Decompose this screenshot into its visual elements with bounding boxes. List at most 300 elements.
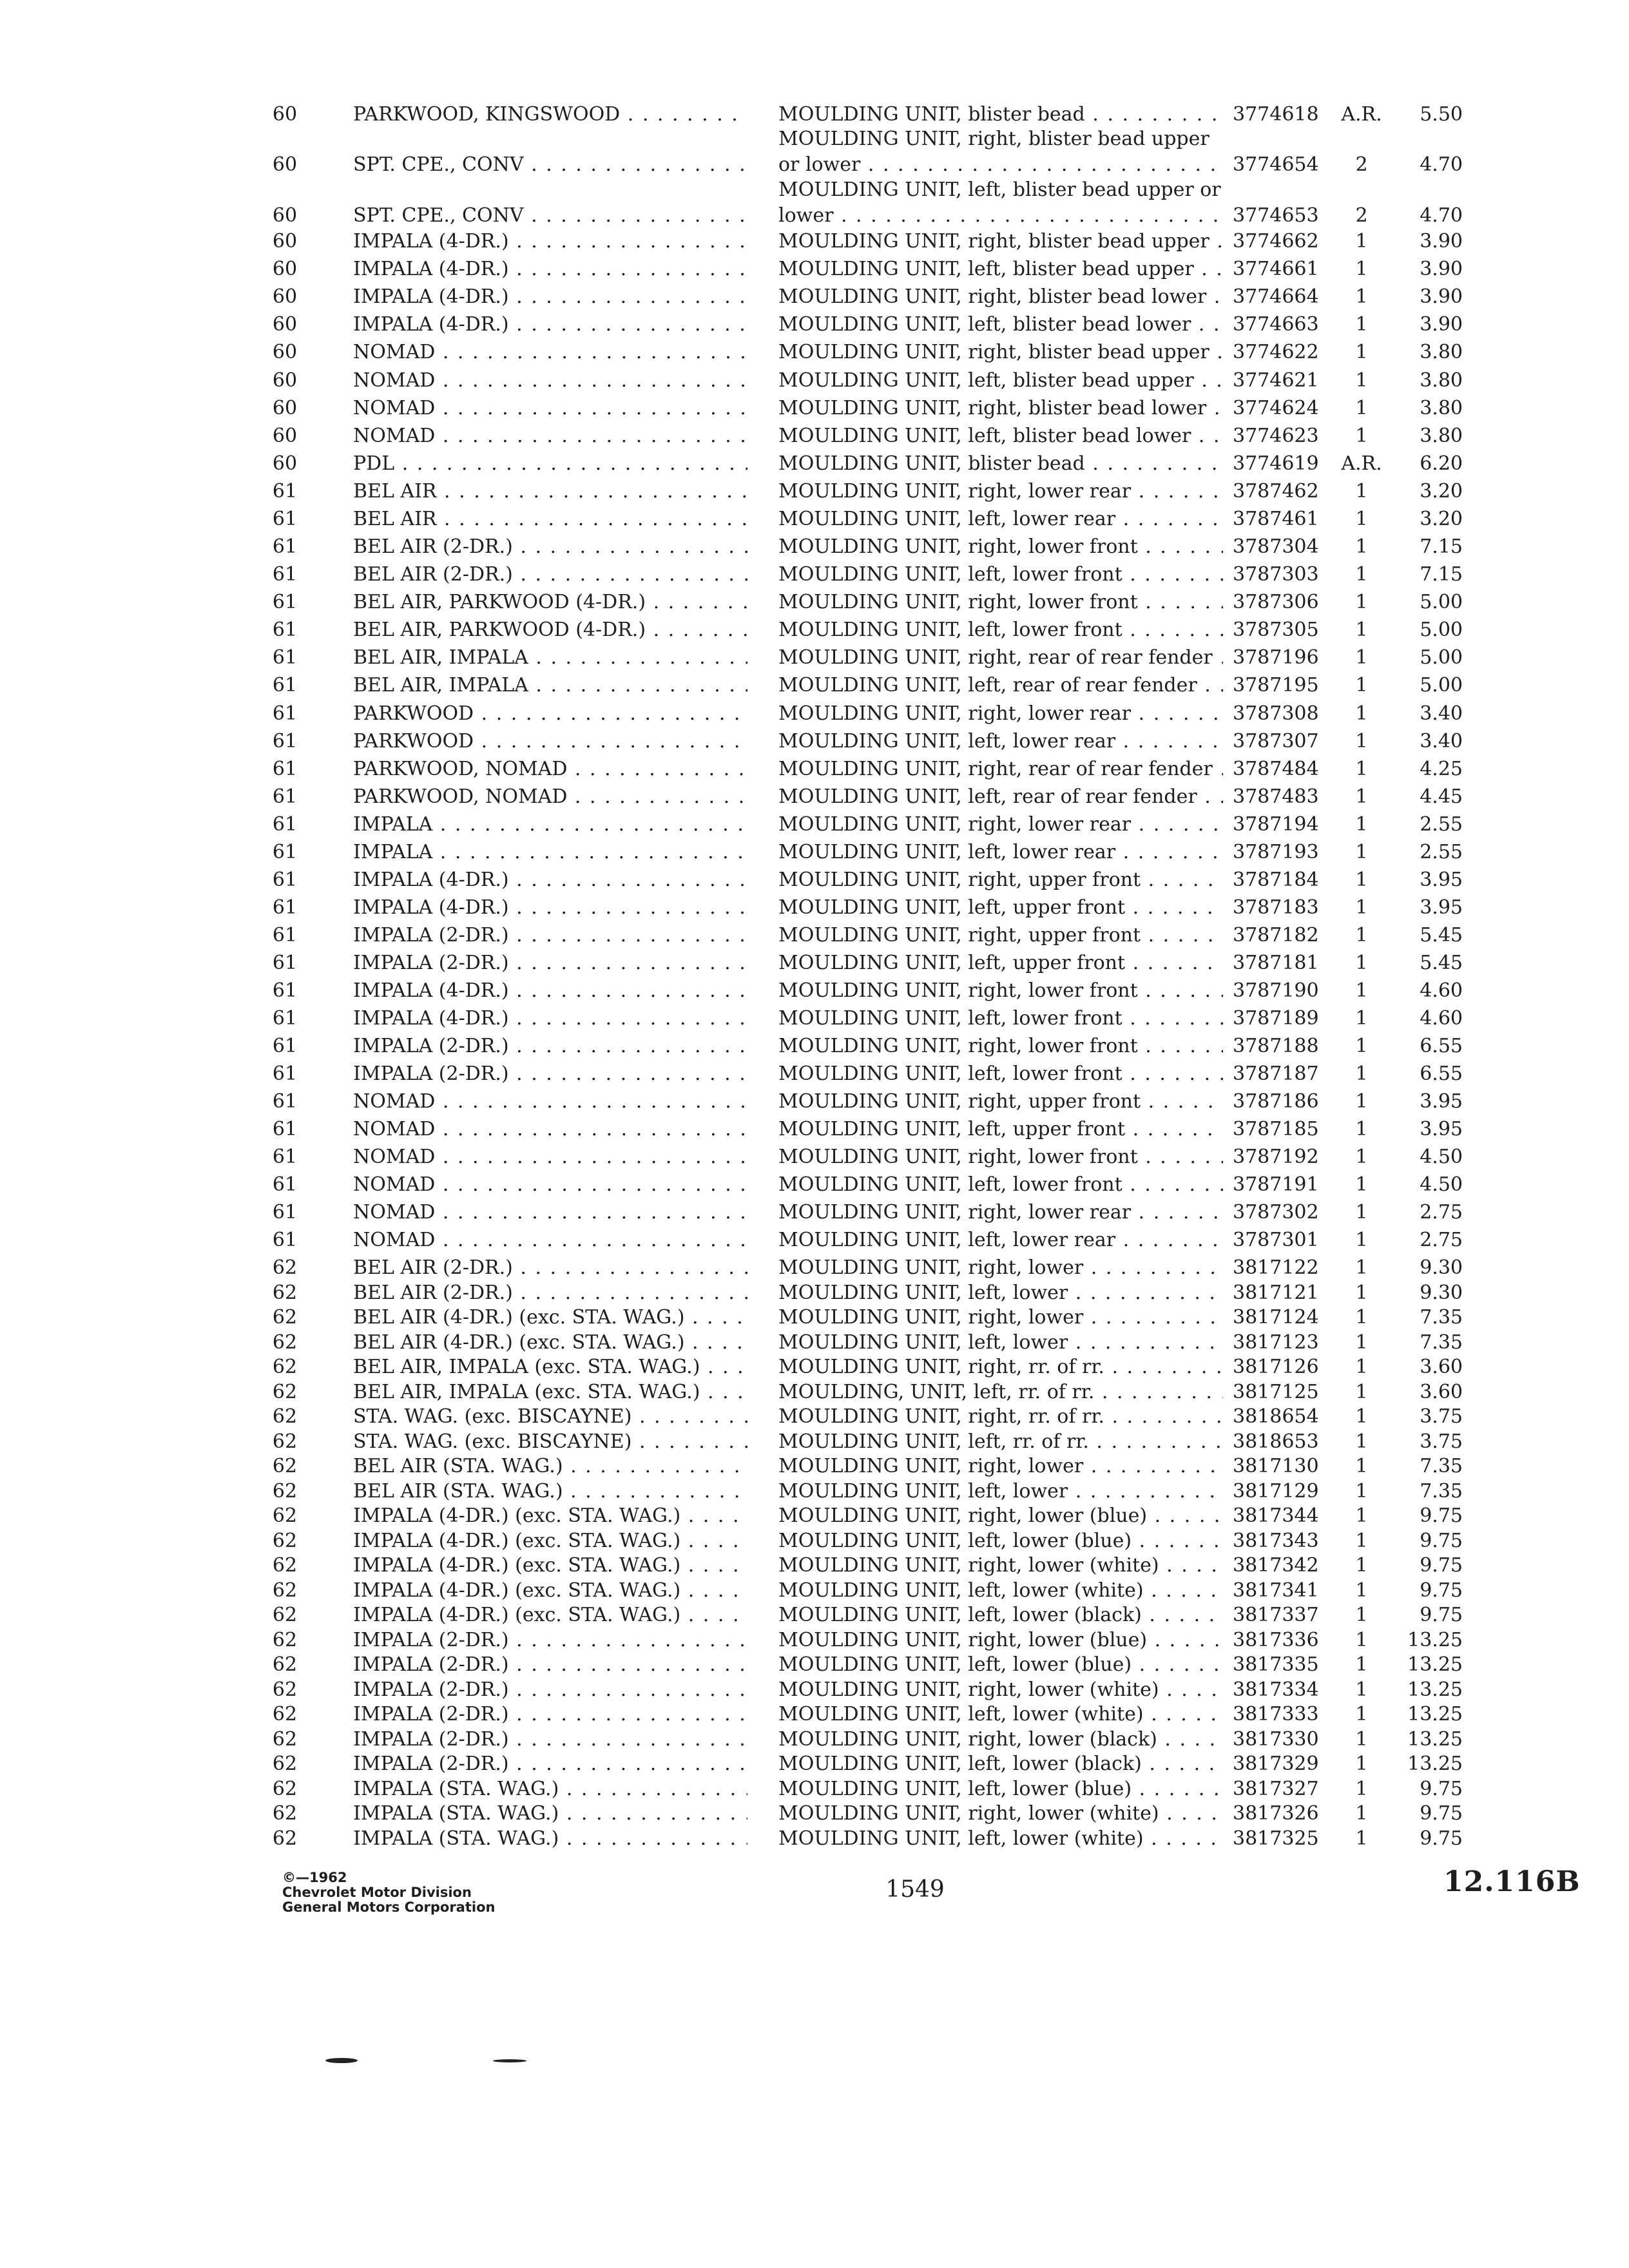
description-cell: MOULDING UNIT, right, lower front . . . <box>778 534 1223 560</box>
quantity-cell: 1 <box>1355 285 1368 308</box>
quantity-cell: 1 <box>1355 674 1368 697</box>
model-cell: IMPALA (4-DR.) . . . <box>353 978 747 1004</box>
quantity-cell: 1 <box>1355 646 1368 669</box>
quantity-cell: 1 <box>1355 563 1368 586</box>
part-number-cell: 3817122 <box>1233 1256 1319 1279</box>
section-code: 12.116B <box>1443 1865 1581 1898</box>
model-cell: IMPALA . . . <box>353 812 747 838</box>
model-cell: BEL AIR (2-DR.) . . . <box>353 1280 747 1306</box>
description-cell: MOULDING UNIT, left, lower (white) . . . <box>778 1702 1223 1727</box>
description-cell: MOULDING UNIT, left, lower (black) . . . <box>778 1602 1223 1628</box>
year-cell: 62 <box>272 1282 298 1304</box>
table-row <box>0 1578 1629 1604</box>
quantity-cell: 1 <box>1355 480 1368 503</box>
part-number-cell: 3817325 <box>1233 1827 1319 1850</box>
quantity-cell: 1 <box>1355 869 1368 891</box>
description-cell: MOULDING UNIT, right, lower rear . . . <box>778 701 1223 727</box>
year-cell: 61 <box>272 535 298 558</box>
year-cell: 62 <box>272 1405 298 1428</box>
part-number-cell: 3818653 <box>1233 1430 1319 1453</box>
price-cell: 7.35 <box>1420 1480 1463 1503</box>
quantity-cell: 1 <box>1355 341 1368 363</box>
model-cell: IMPALA (4-DR.) . . . <box>353 312 747 338</box>
model-cell: NOMAD . . . <box>353 396 747 421</box>
year-cell: 61 <box>272 1229 298 1251</box>
table-row <box>0 1702 1629 1727</box>
table-row <box>0 1751 1629 1777</box>
price-cell: 6.55 <box>1420 1062 1463 1085</box>
quantity-cell: 1 <box>1355 1430 1368 1453</box>
table-row <box>0 1404 1629 1430</box>
price-cell: 2.55 <box>1420 841 1463 863</box>
part-number-cell: 3817327 <box>1233 1778 1319 1800</box>
quantity-cell: 1 <box>1355 758 1368 780</box>
year-cell: 61 <box>272 979 298 1002</box>
quantity-cell: 1 <box>1355 397 1368 419</box>
part-number-cell: 3774624 <box>1233 397 1319 419</box>
quantity-cell: 1 <box>1355 591 1368 613</box>
part-number-cell: 3787185 <box>1233 1118 1319 1140</box>
price-cell: 3.95 <box>1420 869 1463 891</box>
year-cell: 61 <box>272 1090 298 1113</box>
year-cell: 60 <box>272 452 298 475</box>
price-cell: 13.25 <box>1407 1678 1463 1701</box>
price-cell: 3.95 <box>1420 1118 1463 1140</box>
description-first-line: MOULDING UNIT, right, blister bead upper <box>778 128 1210 150</box>
table-row <box>0 340 1629 365</box>
table-row <box>0 590 1629 615</box>
part-number-cell: 3817330 <box>1233 1728 1319 1751</box>
description-cell: MOULDING UNIT, right, lower . . . <box>778 1454 1223 1479</box>
table-row <box>0 729 1629 754</box>
quantity-cell: 1 <box>1355 1062 1368 1085</box>
model-cell: NOMAD . . . <box>353 423 747 449</box>
table-row <box>0 1801 1629 1827</box>
price-cell: 3.80 <box>1420 397 1463 419</box>
part-number-cell: 3817326 <box>1233 1802 1319 1825</box>
description-cell: MOULDING UNIT, right, lower . . . <box>778 1305 1223 1331</box>
model-cell: NOMAD . . . <box>353 368 747 394</box>
price-cell: 4.45 <box>1420 785 1463 808</box>
table-row <box>0 1061 1629 1087</box>
description-cell: MOULDING UNIT, left, lower . . . <box>778 1479 1223 1504</box>
quantity-cell: 1 <box>1355 619 1368 641</box>
model-cell: IMPALA (STA. WAG.) . . . <box>353 1801 747 1827</box>
price-cell: 9.75 <box>1420 1554 1463 1577</box>
quantity-cell: 1 <box>1355 1778 1368 1800</box>
table-row <box>0 1429 1629 1455</box>
price-cell: 3.90 <box>1420 258 1463 280</box>
part-number-cell: 3787191 <box>1233 1173 1319 1196</box>
quantity-cell: 1 <box>1355 1256 1368 1279</box>
model-cell: IMPALA (2-DR.) . . . <box>353 1652 747 1678</box>
model-cell: IMPALA (4-DR.) . . . <box>353 284 747 310</box>
price-cell: 5.00 <box>1420 591 1463 613</box>
part-number-cell: 3787190 <box>1233 979 1319 1002</box>
table-row <box>0 1826 1629 1852</box>
year-cell: 61 <box>272 1035 298 1057</box>
part-number-cell: 3817124 <box>1233 1306 1319 1329</box>
price-cell: 4.70 <box>1420 153 1463 176</box>
part-number-cell: 3817342 <box>1233 1554 1319 1577</box>
year-cell: 62 <box>272 1678 298 1701</box>
price-cell: 3.40 <box>1420 730 1463 753</box>
quantity-cell: 1 <box>1355 313 1368 336</box>
description-cell: MOULDING UNIT, right, upper front . . . <box>778 1089 1223 1115</box>
table-row <box>0 1553 1629 1579</box>
description-cell: MOULDING UNIT, left, lower rear . . . <box>778 729 1223 754</box>
table-row <box>0 312 1629 338</box>
description-cell: MOULDING UNIT, right, lower (white) . . . <box>778 1553 1223 1579</box>
year-cell: 60 <box>272 258 298 280</box>
year-cell: 62 <box>272 1306 298 1329</box>
part-number-cell: 3817343 <box>1233 1530 1319 1552</box>
model-cell: BEL AIR (STA. WAG.) . . . <box>353 1479 747 1504</box>
table-row <box>0 256 1629 282</box>
quantity-cell: 1 <box>1355 952 1368 974</box>
model-cell: SPT. CPE., CONV . . . <box>353 152 747 178</box>
price-cell: 2.75 <box>1420 1229 1463 1251</box>
model-cell: IMPALA (4-DR.) . . . <box>353 867 747 893</box>
year-cell: 61 <box>272 758 298 780</box>
model-cell: BEL AIR (4-DR.) (exc. STA. WAG.) . . . <box>353 1330 747 1356</box>
table-row <box>0 229 1629 255</box>
year-cell: 61 <box>272 674 298 697</box>
price-cell: 9.75 <box>1420 1604 1463 1626</box>
table-row <box>0 284 1629 310</box>
description-cell: MOULDING UNIT, right, lower front . . . <box>778 1033 1223 1059</box>
table-row <box>0 1503 1629 1529</box>
model-cell: IMPALA (2-DR.) . . . <box>353 1727 747 1753</box>
year-cell: 62 <box>272 1356 298 1378</box>
table-row <box>0 562 1629 588</box>
description-cell: MOULDING UNIT, right, lower front . . . <box>778 978 1223 1004</box>
quantity-cell: 1 <box>1355 1282 1368 1304</box>
description-first-line: MOULDING UNIT, left, blister bead upper or <box>778 178 1221 201</box>
part-number-cell: 3817344 <box>1233 1504 1319 1527</box>
table-row <box>0 1602 1629 1628</box>
quantity-cell: 1 <box>1355 702 1368 725</box>
description-cell: MOULDING UNIT, left, lower . . . <box>778 1280 1223 1306</box>
year-cell: 61 <box>272 813 298 836</box>
year-cell: 60 <box>272 341 298 363</box>
price-cell: 6.20 <box>1420 452 1463 475</box>
description-cell: MOULDING UNIT, left, lower rear . . . <box>778 1227 1223 1253</box>
price-cell: 2.75 <box>1420 1201 1463 1224</box>
year-cell: 62 <box>272 1331 298 1354</box>
table-row <box>0 1628 1629 1653</box>
price-cell: 4.50 <box>1420 1146 1463 1168</box>
model-cell: IMPALA (4-DR.) (exc. STA. WAG.) . . . <box>353 1528 747 1554</box>
table-row <box>0 701 1629 727</box>
model-cell: IMPALA (2-DR.) . . . <box>353 923 747 948</box>
table-row <box>0 1677 1629 1703</box>
part-number-cell: 3787305 <box>1233 619 1319 641</box>
part-number-cell: 3787306 <box>1233 591 1319 613</box>
description-cell: MOULDING UNIT, left, lower front . . . <box>778 562 1223 588</box>
model-cell: PARKWOOD, NOMAD . . . <box>353 784 747 810</box>
year-cell: 61 <box>272 1007 298 1030</box>
quantity-cell: 2 <box>1355 153 1368 176</box>
part-number-cell: 3787301 <box>1233 1229 1319 1251</box>
price-cell: 3.90 <box>1420 285 1463 308</box>
model-cell: BEL AIR (2-DR.) . . . <box>353 562 747 588</box>
description-cell: MOULDING UNIT, left, lower (blue) . . . <box>778 1652 1223 1678</box>
table-row <box>0 1089 1629 1115</box>
price-cell: 9.75 <box>1420 1802 1463 1825</box>
quantity-cell: 1 <box>1355 230 1368 253</box>
table-row <box>0 1033 1629 1059</box>
table-row <box>0 1227 1629 1253</box>
part-number-cell: 3774619 <box>1233 452 1319 475</box>
part-number-cell: 3787189 <box>1233 1007 1319 1030</box>
description-cell: MOULDING UNIT, right, lower (black) . . . <box>778 1727 1223 1753</box>
part-number-cell: 3787307 <box>1233 730 1319 753</box>
price-cell: 7.35 <box>1420 1331 1463 1354</box>
description-cell: MOULDING, UNIT, left, rr. of rr. . . . <box>778 1379 1223 1405</box>
table-row <box>0 1330 1629 1356</box>
quantity-cell: 1 <box>1355 1381 1368 1403</box>
quantity-cell: 1 <box>1355 1530 1368 1552</box>
quantity-cell: 1 <box>1355 1306 1368 1329</box>
table-row <box>0 756 1629 782</box>
part-number-cell: 3787462 <box>1233 480 1319 503</box>
model-cell: PARKWOOD, KINGSWOOD . . . <box>353 102 747 128</box>
model-cell: IMPALA (2-DR.) . . . <box>353 1628 747 1653</box>
page-number: 1549 <box>885 1876 945 1903</box>
part-number-cell: 3774621 <box>1233 369 1319 392</box>
description-cell: MOULDING UNIT, left, lower (black) . . . <box>778 1751 1223 1777</box>
part-number-cell: 3774661 <box>1233 258 1319 280</box>
description-cell: MOULDING UNIT, blister bead . . . <box>778 102 1223 128</box>
year-cell: 61 <box>272 785 298 808</box>
year-cell: 62 <box>272 1802 298 1825</box>
price-cell: 2.55 <box>1420 813 1463 836</box>
price-cell: 13.25 <box>1407 1753 1463 1775</box>
model-cell: NOMAD . . . <box>353 1200 747 1225</box>
description-cell: MOULDING UNIT, right, lower (blue) . . . <box>778 1503 1223 1529</box>
year-cell: 62 <box>272 1381 298 1403</box>
quantity-cell: 2 <box>1355 204 1368 227</box>
quantity-cell: 1 <box>1355 508 1368 530</box>
table-row <box>0 950 1629 976</box>
description-cell: MOULDING UNIT, right, lower rear . . . <box>778 1200 1223 1225</box>
model-cell: IMPALA (2-DR.) . . . <box>353 1033 747 1059</box>
price-cell: 4.60 <box>1420 1007 1463 1030</box>
quantity-cell: A.R. <box>1341 452 1382 475</box>
price-cell: 4.50 <box>1420 1173 1463 1196</box>
table-row <box>0 203 1629 229</box>
table-row <box>0 1727 1629 1753</box>
part-number-cell: 3817337 <box>1233 1604 1319 1626</box>
year-cell: 60 <box>272 204 298 227</box>
part-number-cell: 3817336 <box>1233 1629 1319 1651</box>
table-row <box>0 1255 1629 1281</box>
model-cell: PARKWOOD . . . <box>353 729 747 754</box>
quantity-cell: 1 <box>1355 1007 1368 1030</box>
table-row <box>0 534 1629 560</box>
part-number-cell: 3774663 <box>1233 313 1319 336</box>
model-cell: IMPALA (4-DR.) . . . <box>353 895 747 921</box>
table-row <box>0 1652 1629 1678</box>
price-cell: 3.95 <box>1420 1090 1463 1113</box>
price-cell: 9.75 <box>1420 1504 1463 1527</box>
description-cell: or lower . . . <box>778 152 1223 178</box>
description-cell: MOULDING UNIT, right, lower front . . . <box>778 590 1223 615</box>
quantity-cell: 1 <box>1355 1554 1368 1577</box>
part-number-cell: 3787192 <box>1233 1146 1319 1168</box>
quantity-cell: 1 <box>1355 979 1368 1002</box>
price-cell: 3.90 <box>1420 230 1463 253</box>
price-cell: 3.80 <box>1420 341 1463 363</box>
model-cell: IMPALA (4-DR.) (exc. STA. WAG.) . . . <box>353 1602 747 1628</box>
quantity-cell: 1 <box>1355 535 1368 558</box>
model-cell: NOMAD . . . <box>353 1144 747 1170</box>
quantity-cell: 1 <box>1355 1173 1368 1196</box>
model-cell: IMPALA (STA. WAG.) . . . <box>353 1826 747 1852</box>
model-cell: NOMAD . . . <box>353 1089 747 1115</box>
part-number-cell: 3817129 <box>1233 1480 1319 1503</box>
table-row <box>0 1200 1629 1225</box>
table-row <box>0 784 1629 810</box>
year-cell: 61 <box>272 508 298 530</box>
description-cell: MOULDING UNIT, left, rr. of rr. . . . <box>778 1429 1223 1455</box>
table-row <box>0 1172 1629 1198</box>
part-number-cell: 3817334 <box>1233 1678 1319 1701</box>
description-cell: MOULDING UNIT, right, lower . . . <box>778 1255 1223 1281</box>
price-cell: 13.25 <box>1407 1728 1463 1751</box>
description-cell: MOULDING UNIT, left, blister bead upper . . . <box>778 368 1223 394</box>
part-number-cell: 3774664 <box>1233 285 1319 308</box>
year-cell: 62 <box>272 1554 298 1577</box>
model-cell: IMPALA (4-DR.) (exc. STA. WAG.) . . . <box>353 1578 747 1604</box>
year-cell: 60 <box>272 230 298 253</box>
model-cell: BEL AIR . . . <box>353 479 747 505</box>
year-cell: 61 <box>272 1062 298 1085</box>
scan-smudge <box>325 2058 358 2063</box>
description-cell: MOULDING UNIT, left, upper front . . . <box>778 950 1223 976</box>
description-cell: MOULDING UNIT, left, upper front . . . <box>778 1117 1223 1142</box>
description-cell: MOULDING UNIT, left, lower rear . . . <box>778 840 1223 865</box>
quantity-cell: 1 <box>1355 369 1368 392</box>
part-number-cell: 3787181 <box>1233 952 1319 974</box>
description-cell: MOULDING UNIT, left, lower (white) . . . <box>778 1578 1223 1604</box>
description-cell: MOULDING UNIT, right, blister bead upper . . . <box>778 340 1223 365</box>
price-cell: 13.25 <box>1407 1629 1463 1651</box>
description-cell: MOULDING UNIT, left, lower front . . . <box>778 1061 1223 1087</box>
price-cell: 9.30 <box>1420 1282 1463 1304</box>
part-number-cell: 3774653 <box>1233 204 1319 227</box>
table-row <box>0 1528 1629 1554</box>
part-number-cell: 3787308 <box>1233 702 1319 725</box>
year-cell: 61 <box>272 1118 298 1140</box>
price-cell: 7.15 <box>1420 535 1463 558</box>
model-cell: BEL AIR (4-DR.) (exc. STA. WAG.) . . . <box>353 1305 747 1331</box>
year-cell: 62 <box>272 1728 298 1751</box>
year-cell: 60 <box>272 397 298 419</box>
part-number-cell: 3817335 <box>1233 1653 1319 1676</box>
model-cell: BEL AIR, IMPALA . . . <box>353 645 747 671</box>
part-number-cell: 3787461 <box>1233 508 1319 530</box>
model-cell: STA. WAG. (exc. BISCAYNE) . . . <box>353 1404 747 1430</box>
model-cell: IMPALA (2-DR.) . . . <box>353 950 747 976</box>
year-cell: 62 <box>272 1579 298 1602</box>
part-number-cell: 3817329 <box>1233 1753 1319 1775</box>
quantity-cell: 1 <box>1355 1331 1368 1354</box>
part-number-cell: 3787194 <box>1233 813 1319 836</box>
table-row <box>0 645 1629 671</box>
model-cell: IMPALA (2-DR.) . . . <box>353 1702 747 1727</box>
model-cell: BEL AIR, IMPALA (exc. STA. WAG.) . . . <box>353 1354 747 1380</box>
table-row <box>0 1144 1629 1170</box>
model-cell: BEL AIR, IMPALA . . . <box>353 673 747 698</box>
quantity-cell: 1 <box>1355 1480 1368 1503</box>
description-cell: MOULDING UNIT, left, rear of rear fender . . . <box>778 784 1223 810</box>
description-cell: MOULDING UNIT, right, lower front . . . <box>778 1144 1223 1170</box>
model-cell: IMPALA (4-DR.) (exc. STA. WAG.) . . . <box>353 1553 747 1579</box>
quantity-cell: 1 <box>1355 1118 1368 1140</box>
quantity-cell: 1 <box>1355 1504 1368 1527</box>
part-number-cell: 3787484 <box>1233 758 1319 780</box>
table-row <box>0 812 1629 838</box>
quantity-cell: 1 <box>1355 924 1368 947</box>
description-cell: MOULDING UNIT, right, lower rear . . . <box>778 479 1223 505</box>
quantity-cell: 1 <box>1355 1753 1368 1775</box>
price-cell: 3.20 <box>1420 480 1463 503</box>
quantity-cell: 1 <box>1355 1604 1368 1626</box>
price-cell: 9.75 <box>1420 1827 1463 1850</box>
description-cell: MOULDING UNIT, left, blister bead lower . . . <box>778 423 1223 449</box>
quantity-cell: 1 <box>1355 1035 1368 1057</box>
quantity-cell: 1 <box>1355 1728 1368 1751</box>
table-row <box>0 1280 1629 1306</box>
model-cell: IMPALA (4-DR.) . . . <box>353 229 747 255</box>
model-cell: IMPALA (2-DR.) . . . <box>353 1061 747 1087</box>
part-number-cell: 3787187 <box>1233 1062 1319 1085</box>
year-cell: 61 <box>272 563 298 586</box>
part-number-cell: 3817130 <box>1233 1455 1319 1477</box>
year-cell: 61 <box>272 924 298 947</box>
quantity-cell: 1 <box>1355 1356 1368 1378</box>
description-cell: MOULDING UNIT, right, rr. of rr. . . . <box>778 1354 1223 1380</box>
part-number-cell: 3787182 <box>1233 924 1319 947</box>
price-cell: 3.95 <box>1420 896 1463 919</box>
part-number-cell: 3787183 <box>1233 896 1319 919</box>
price-cell: 7.15 <box>1420 563 1463 586</box>
description-cell: MOULDING UNIT, left, lower front . . . <box>778 1172 1223 1198</box>
description-cell: MOULDING UNIT, right, rr. of rr. . . . <box>778 1404 1223 1430</box>
quantity-cell: 1 <box>1355 1201 1368 1224</box>
description-cell: MOULDING UNIT, right, rear of rear fender . . . <box>778 645 1223 671</box>
part-number-cell: 3818654 <box>1233 1405 1319 1428</box>
description-cell: MOULDING UNIT, left, lower front . . . <box>778 617 1223 643</box>
part-number-cell: 3787196 <box>1233 646 1319 669</box>
description-cell: MOULDING UNIT, left, lower rear . . . <box>778 506 1223 532</box>
price-cell: 4.25 <box>1420 758 1463 780</box>
part-number-cell: 3817341 <box>1233 1579 1319 1602</box>
description-cell: MOULDING UNIT, right, rear of rear fender . . . <box>778 756 1223 782</box>
quantity-cell: 1 <box>1355 1090 1368 1113</box>
table-row <box>0 867 1629 893</box>
price-cell: 3.60 <box>1420 1381 1463 1403</box>
table-row <box>0 423 1629 449</box>
table-row <box>0 479 1629 505</box>
description-cell: MOULDING UNIT, right, lower rear . . . <box>778 812 1223 838</box>
description-cell: MOULDING UNIT, left, upper front . . . <box>778 895 1223 921</box>
table-row <box>0 1117 1629 1142</box>
table-row <box>0 1006 1629 1032</box>
quantity-cell: A.R. <box>1341 103 1382 126</box>
